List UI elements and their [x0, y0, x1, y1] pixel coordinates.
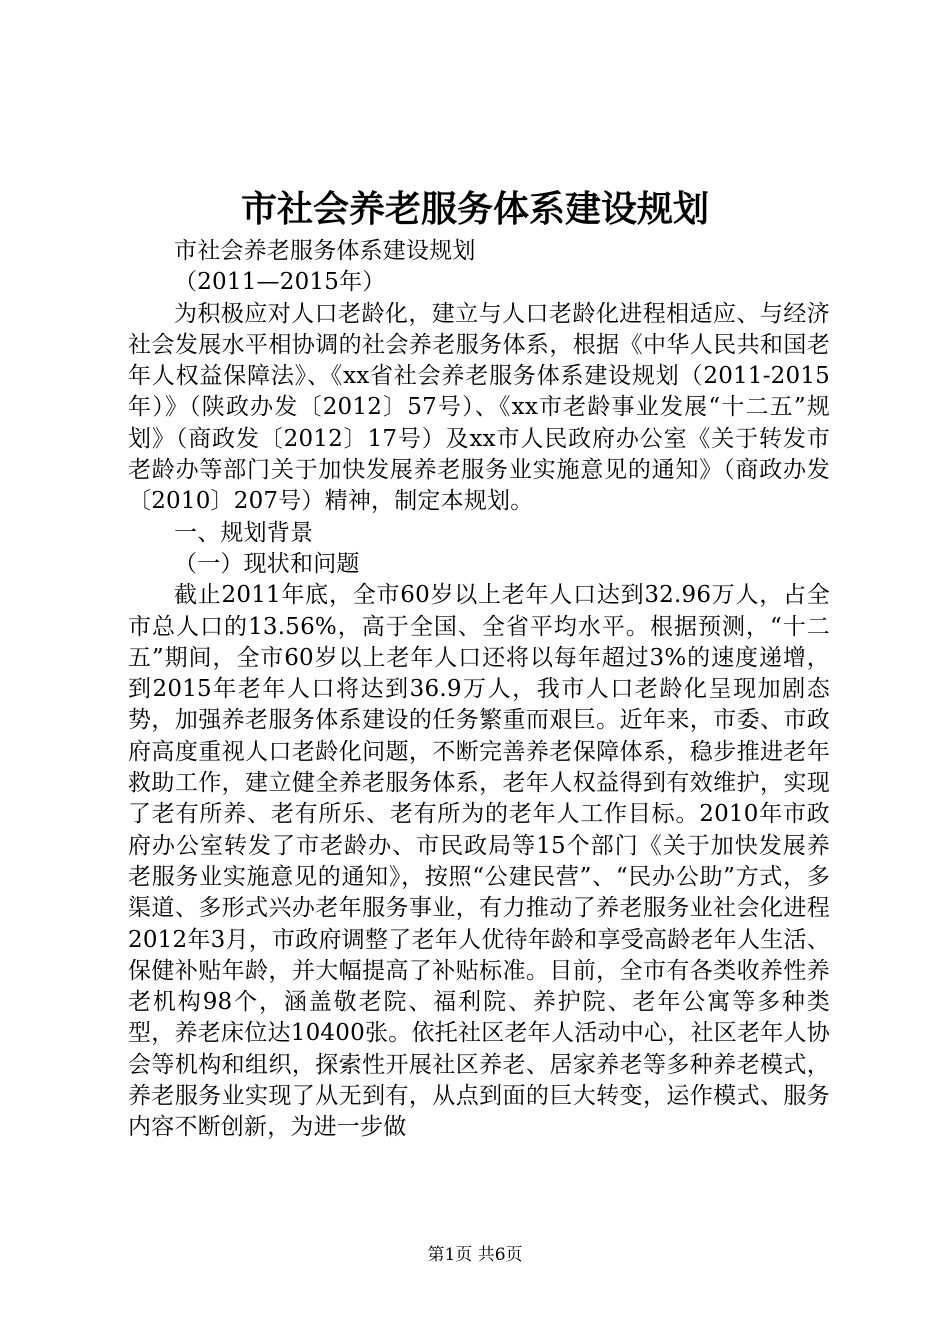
- subsection-heading-status: （一）现状和问题: [174, 550, 360, 577]
- page-footer: 第1页 共6页: [427, 1245, 523, 1265]
- paragraph-status: 截止2011年底，全市60岁以上老年人口达到32.96万人，占全市总人口的13.56%，高于全国、全省平均水平。根据预测，“十二五”期间，全市60岁以上老年人口还将以每年超过3%的速度递增，到2015年老年人口将达到36.9万人，我市人口老龄化呈现加剧态势，加强养老服务体系建设的任务繁重而艰巨。近年来，市委、市政府高度重视人口老龄化问题，不断完善养老保障体系，稳步推进老年救助工作，建立健全养老服务体系，老年人权益得到有效维护，实现了老有所养、老有所乐、老有所为的老年人工作目标。2010年市政府办公室转发了市老龄办、市民政局等15个部门《关于加快发展养老服务业实施意见的通知》，按照“公建民营”、“民办公助”方式，多渠道、多形式兴办老年服务事业，有力推动了养老服务业社会化进程2012年3月，市政府调整了老年人优待年龄和享受高龄老年人生活、保健补贴年龄，并大幅提高了补贴标准。目前，全市有各类收养性养老机构98个，涵盖敬老院、福利院、养护院、老年公寓等多种类型，养老床位达10400张。依托社区老年人活动中心，社区老年人协会等机构和组织，探索性开展社区养老、居家养老等多种养老模式，养老服务业实现了从无到有，从点到面的巨大转变，运作模式、服务内容不断创新，为进一步做: [128, 582, 830, 1141]
- paragraph-intro: 为积极应对人口老龄化，建立与人口老龄化进程相适应、与经济社会发展水平相协调的社会养老服务体系，根据《中华人民共和国老年人权益保障法》、《xx省社会养老服务体系建设规划（2011-2015年）》（陕政办发〔2012〕57号）、《xx市老龄事业发展“十二五”规划》（商政发〔2012〕17号）及xx市人民政府办公室《关于转发市老龄办等部门关于加快发展养老服务业实施意见的通知》（商政办发〔2010〕207号）精神，制定本规划。: [128, 300, 830, 515]
- document-body: [128, 236, 830, 1144]
- document-title: 市社会养老服务体系建设规划: [240, 188, 709, 230]
- section-heading-background: 一、规划背景: [174, 519, 314, 546]
- paragraph-subtitle: 市社会养老服务体系建设规划: [174, 238, 476, 264]
- paragraph-period: （2011—2015年）: [174, 269, 386, 296]
